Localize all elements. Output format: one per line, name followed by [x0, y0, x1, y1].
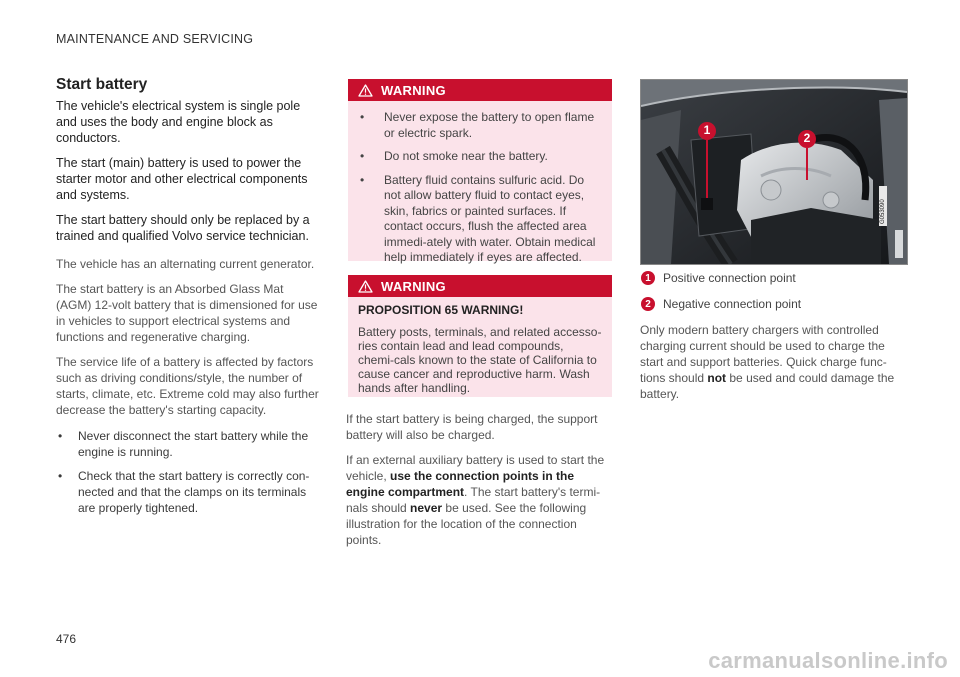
warning-triangle-icon	[358, 280, 373, 293]
warning-box-fire	[348, 79, 612, 264]
intro-paragraph-1: The vehicle's electrical system is single pole and uses the body and engine block as conductors.	[56, 99, 301, 145]
list-item: • Never expose the battery to open flame or electric spark.	[360, 110, 595, 140]
prop65-subtitle: PROPOSITION 65 WARNING!	[358, 303, 524, 317]
bullet-icon: •	[360, 110, 365, 124]
charging-paragraph-1: If the start battery is being charged, the support battery will also be charged.	[346, 412, 598, 442]
list-item: • Battery fluid contains sulfuric acid. Do not allow battery fluid to contact eyes, skin, fabrics or painted surfaces. If contact occurs, flush the affected area immedi-ately with water. Obtain medical help immediately if eyes are affected.	[360, 172, 596, 264]
battery-charger-note	[640, 322, 906, 411]
list-item: • Never disconnect the start battery while the engine is running.	[58, 429, 309, 459]
battery-bullet-list	[56, 428, 320, 516]
site-watermark: carmanualsonline.info	[708, 648, 948, 673]
charger-paragraph: Only modern battery chargers with controlled charging current should be used to charge the start and support batteries. Quick charge func-tions should not be used and could damage the battery.	[640, 323, 895, 401]
callout-2-label: 2	[803, 131, 811, 145]
warning-box-prop65	[348, 275, 612, 397]
warning-header	[348, 275, 612, 297]
warning-label: WARNING	[381, 278, 446, 294]
warning-body	[348, 101, 612, 274]
column-1	[56, 76, 320, 524]
warning-triangle-icon	[358, 84, 373, 97]
body-paragraph-2: The start battery is an Absorbed Glass Mat (AGM) 12-volt battery that is dimensioned for use in vehicles to support electrical systems and functions and regenerative charging.	[56, 282, 318, 344]
legend-item-negative	[641, 297, 801, 311]
body-paragraph-1: The vehicle has an alternating current generator.	[56, 257, 315, 271]
charging-text	[346, 411, 612, 557]
list-item: • Check that the start battery is correctly con-nected and that the clamps on its terminals are properly tightened.	[58, 469, 310, 515]
prop65-text: Battery posts, terminals, and related accesso-ries contain lead and lead compounds, chemi-cals known to the state of California to cause cancer and reproductive harm. Wash hands after handling.	[358, 324, 602, 395]
intro-paragraph-3: The start battery should only be replaced by a trained and qualified Volvo service technician.	[56, 213, 310, 243]
legend-text: Negative connection point	[663, 297, 802, 311]
warning-bullet-list	[358, 110, 602, 266]
legend-item-positive	[641, 271, 796, 285]
body-paragraph-3: The service life of a battery is affected by factors such as driving conditions/style, the number of starts, climate, etc. Extreme cold may also further decrease the battery's starting capacity.	[56, 355, 319, 417]
bullet-icon: •	[360, 149, 365, 163]
warning-body	[348, 297, 612, 403]
page-number: 476	[56, 632, 77, 646]
charging-paragraph-2: If an external auxiliary battery is used to start the vehicle, use the connection points in the engine compartment. The start battery's termi-nals should never be used. See the following illustration for the location of the connection points.	[346, 453, 605, 547]
engine-compartment-figure	[640, 79, 908, 265]
engine-compartment-illustration	[641, 80, 907, 264]
section-header: MAINTENANCE AND SERVICING	[56, 32, 254, 46]
intro-paragraph-2: The start (main) battery is used to power the starter motor and other electrical components and systems.	[56, 156, 308, 202]
number-badge-1: 1	[641, 271, 655, 285]
number-badge-2: 2	[641, 297, 655, 311]
figure-code: G053090	[879, 186, 887, 226]
callout-1-label: 1	[703, 123, 711, 137]
warning-label: WARNING	[381, 82, 446, 98]
bullet-icon: •	[58, 429, 63, 443]
list-item: • Do not smoke near the battery.	[360, 149, 548, 163]
bullet-icon: •	[58, 469, 63, 483]
bullet-icon: •	[360, 172, 365, 187]
section-title: Start battery	[56, 76, 148, 93]
warning-header	[348, 79, 612, 101]
legend-text: Positive connection point	[663, 271, 796, 285]
